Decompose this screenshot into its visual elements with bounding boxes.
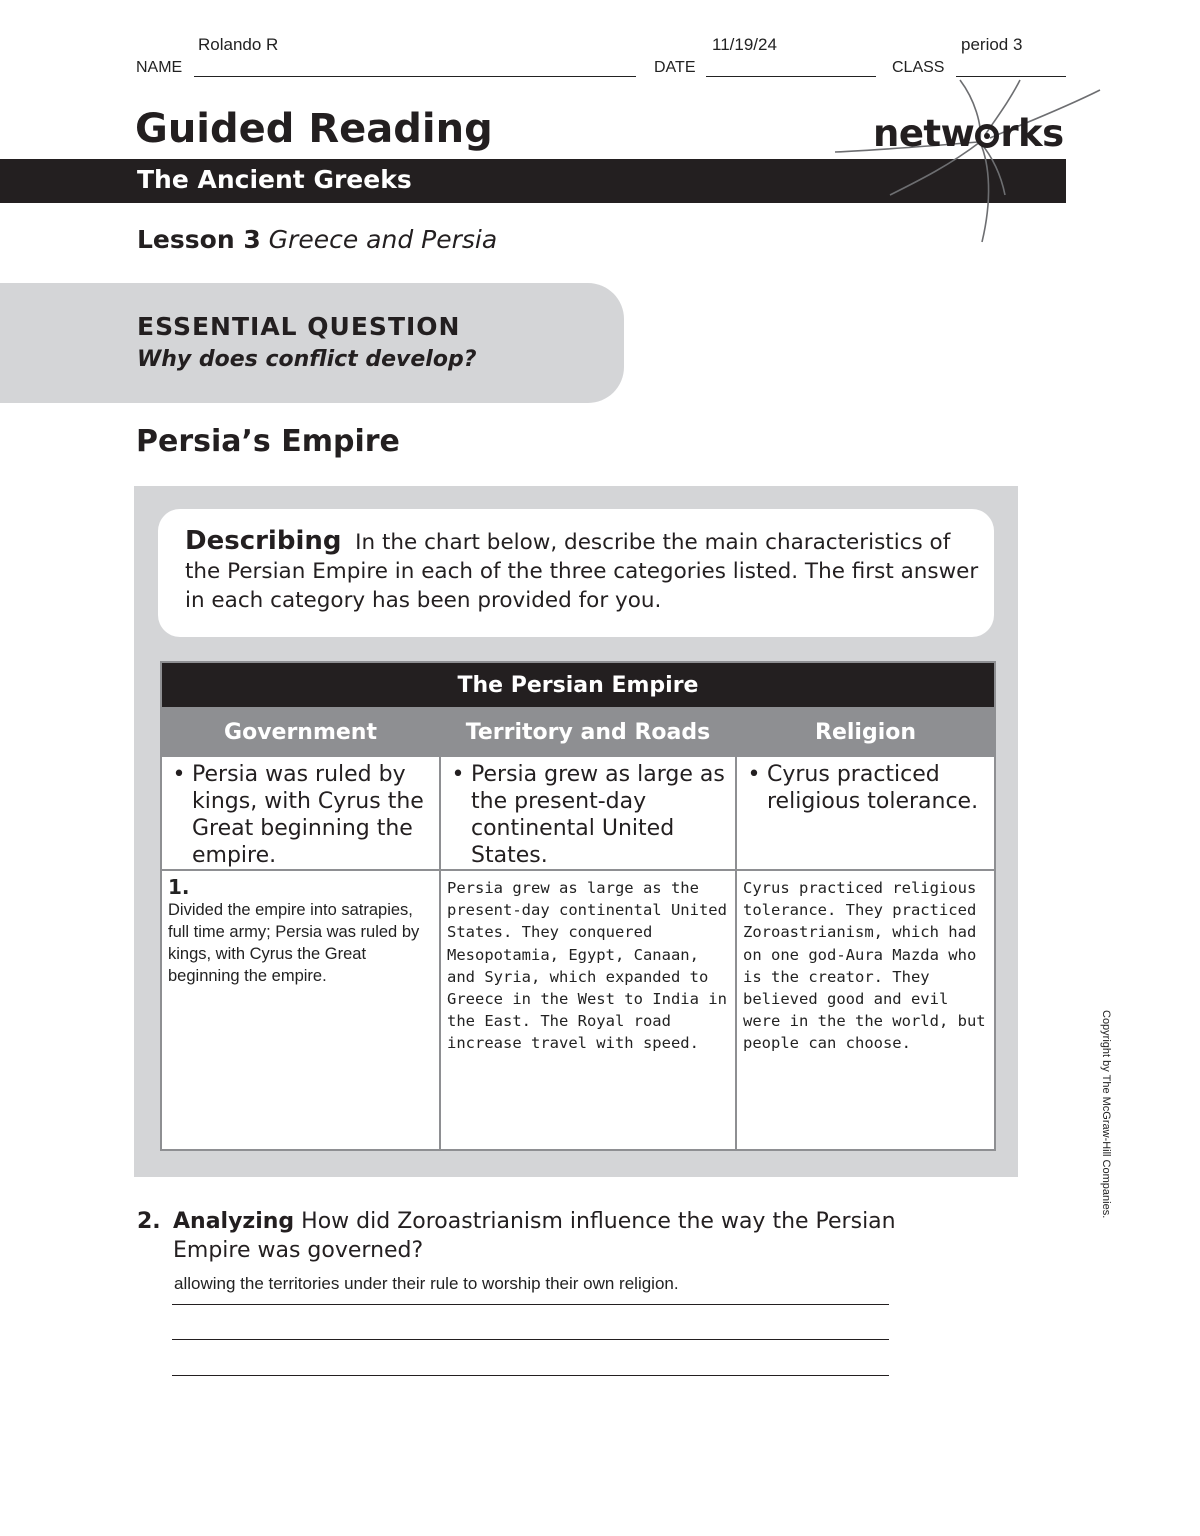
essential-question-box <box>0 283 624 403</box>
table-title: The Persian Empire <box>161 662 995 708</box>
networks-logo <box>873 112 1064 155</box>
example-territory <box>440 756 736 870</box>
date-value[interactable]: 11/19/24 <box>712 35 777 54</box>
question-2-answer[interactable]: allowing the territories under their rule to worship their own religion. <box>174 1274 679 1293</box>
copyright-notice: Copyright by The McGraw-Hill Companies. <box>1100 1010 1112 1219</box>
brand-left: netw <box>873 112 975 155</box>
question-2 <box>137 1207 897 1265</box>
bullet-icon: • <box>451 762 465 787</box>
class-value[interactable]: period 3 <box>961 35 1023 54</box>
column-header-territory: Territory and Roads <box>440 708 736 756</box>
section-title: Persia’s Empire <box>136 424 400 459</box>
answer-number: 1. <box>168 875 190 899</box>
answer-religion[interactable]: Cyrus practiced religious tolerance. They practiced Zoroastrianism, which had on one god-Aura Mazda who is the creator. They believed good and evil were in the the world, but people can choose. <box>736 870 995 1150</box>
essential-question-heading: ESSENTIAL QUESTION <box>137 312 461 341</box>
instructions-text <box>185 527 985 615</box>
name-value[interactable]: Rolando R <box>198 35 279 54</box>
example-text: Persia was ruled by kings, with Cyrus the Great beginning the empire. <box>192 762 424 868</box>
essential-question-text: Why does conflict develop? <box>137 347 477 372</box>
example-religion <box>736 756 995 870</box>
bullet-icon: • <box>172 762 186 787</box>
page-title: Guided Reading <box>135 106 493 152</box>
instructions-box <box>158 509 994 637</box>
answer-line <box>172 1339 889 1340</box>
example-government <box>161 756 440 870</box>
question-2-lead: Analyzing <box>173 1209 295 1234</box>
networks-logo-lines <box>820 70 1120 250</box>
brand-o-icon <box>975 124 999 148</box>
date-label: DATE <box>654 59 696 76</box>
lesson-name: Greece and Persia <box>268 225 498 254</box>
lesson-number: Lesson 3 <box>137 225 261 254</box>
answer-government-text[interactable]: Divided the empire into satrapies, full time army; Persia was ruled by kings, with Cyrus the Great beginning the empire. <box>168 901 420 985</box>
question-2-number: 2. <box>137 1209 161 1234</box>
answer-territory[interactable]: Persia grew as large as the present-day continental United States. They conquered Mesopotamia, Egypt, Canaan, and Syria, which expanded to Greece in the West to India in the East. The Royal road increase travel with speed. <box>440 870 736 1150</box>
example-text: Cyrus practiced religious tolerance. <box>767 762 979 814</box>
question-2-text: How did Zoroastrianism influence the way the Persian Empire was governed? <box>173 1209 896 1263</box>
column-header-religion: Religion <box>736 708 995 756</box>
persian-empire-table <box>160 661 996 1151</box>
brand-right: rks <box>1000 112 1064 155</box>
name-label: NAME <box>136 59 183 76</box>
answer-line <box>172 1304 889 1305</box>
unit-banner-text: The Ancient Greeks <box>137 165 412 194</box>
example-text: Persia grew as large as the present-day continental United States. <box>471 762 725 868</box>
answer-line <box>172 1375 889 1376</box>
column-header-government: Government <box>161 708 440 756</box>
answer-government[interactable] <box>161 870 440 1150</box>
instructions-body: In the chart below, describe the main characteristics of the Persian Empire in each of the three categories listed. The first answer in each category has been provided for you. <box>185 530 979 613</box>
bullet-icon: • <box>747 762 761 787</box>
instructions-lead: Describing <box>185 526 342 556</box>
class-label: CLASS <box>892 59 945 76</box>
lesson-title <box>137 225 497 254</box>
name-line <box>194 76 636 77</box>
